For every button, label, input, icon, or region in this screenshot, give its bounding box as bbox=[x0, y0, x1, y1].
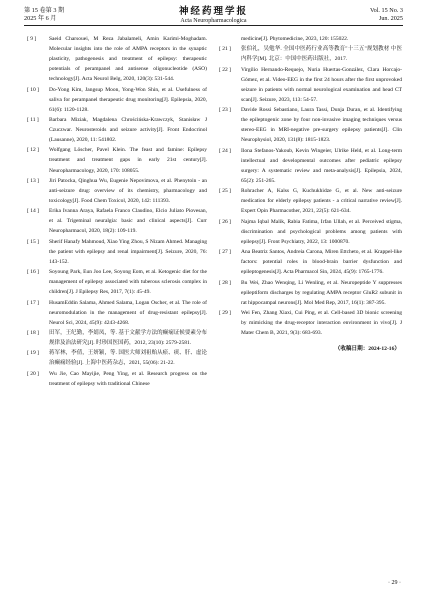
reference-number: [ 16 ] bbox=[27, 269, 39, 276]
reference-number: [ 25 ] bbox=[219, 188, 231, 195]
reference-text: Barbara Miziak, Magdalena Chrościńska-Krawczyk, Stanisław J Czuczwar. Neurosteroids and seizure activity[J]. Front Endocrinol (Lausanne), 2020, 11: 541802. bbox=[49, 116, 207, 144]
reference-number: [ 19 ] bbox=[27, 350, 39, 357]
header-rule bbox=[24, 25, 403, 26]
reference-number: [ 20 ] bbox=[27, 370, 39, 377]
reference-item bbox=[27, 237, 207, 267]
reference-text: Ana Beatriz Santos, Andreia Carona, Miren Ettcheto, et al. Krappel-like factors: potential roles in blood-brain barrier dysfunction and epileptogenesis[J]. Acta Pharmacol Sin, 2024, 45(9): 1765-1776. bbox=[241, 249, 402, 276]
reference-text: Sherif Hanafy Mahmoud, Xiao Ying Zhou, S Nizam Ahmed. Managing the patient with epilepsy and renal impairment[J]. Seizure, 2020, 76: 143-152. bbox=[49, 238, 207, 265]
reference-item bbox=[219, 308, 402, 338]
reference-text: 田军，王纪勤，李婧凤，等. 基于文献学方法的癫痫证候要素分布规律及治法研究[J]. 时珍国医国药，2012, 23(10): 2579-2581. bbox=[49, 330, 207, 347]
reference-continuation: medicine[J]. Phytomedicine, 2023, 120: 155022. bbox=[241, 36, 349, 42]
reference-text: Rohracher A, Kalss G, Kuchukhidze G, et al. New anti-seizure medication for elderly epilepsy patients - a critical narrative review[J]. Expert Opin Pharmacother, 2021, 22(5): 621-634. bbox=[241, 188, 402, 215]
reference-number: [ 28 ] bbox=[219, 279, 231, 286]
reference-text: Do-Yong Kim, Jangsup Moon, Yong-Won Shin, et al. Usefulness of saliva for perampanel therapeutic drug monitoring[J]. Epilepsia, 2020, 61(6): 1120-1128. bbox=[49, 86, 207, 113]
reference-column-right bbox=[219, 34, 402, 352]
volume-issue-en: Vol. 15 No. 3 bbox=[369, 7, 403, 14]
reference-number: [ 23 ] bbox=[219, 107, 231, 114]
reference-text: Jiri Patocka, Qinghua Wu, Eugenie Nepovimova, et al. Phenytoin - an anti-seizure drug: overview of its chemistry, pharmacology and toxicology[J]. Food Chem Toxicol, 2020, 142: 111393. bbox=[49, 177, 207, 204]
reference-item bbox=[27, 267, 207, 297]
reference-number: [ 9 ] bbox=[27, 36, 37, 42]
reference-number: [ 14 ] bbox=[27, 208, 39, 215]
reference-number: [ 27 ] bbox=[219, 249, 231, 256]
reference-item bbox=[219, 65, 402, 105]
date-cn: 2025 年 6 月 bbox=[24, 15, 57, 22]
page-header bbox=[24, 6, 403, 32]
reference-number: [ 26 ] bbox=[219, 218, 231, 225]
reference-item bbox=[27, 34, 207, 84]
reference-text: HusamEddin Salama, Ahmed Salama, Logan Oscher, et al. The role of neuromodulation in the management of drug-resistant epilepsy[J]. Neurol Sci, 2024, 45(9): 4243-4268. bbox=[49, 299, 207, 326]
reference-text: Najma Iqbal Malik, Rabia Fatima, Irfan Ullah, et al. Perceived stigma, discrimination and psychological problems among patients with epilepsy[J]. Front Psychiatry, 2022, 13: 1000870. bbox=[241, 218, 402, 245]
page-number: · 29 · bbox=[388, 580, 401, 586]
reference-column-left bbox=[27, 34, 207, 389]
reference-item bbox=[219, 146, 402, 186]
reference-item bbox=[27, 348, 207, 368]
reference-number: [ 13 ] bbox=[27, 177, 39, 184]
reference-text: Ilona Stefanos-Yakoub, Kevin Wingeier, Ulrike Held, et al. Long-term intellectual and developmental outcomes after pediatric epilepsy surgery: A systematic review and meta-analysis[J]. Epilepsia, 2024, 65(2): 251-265. bbox=[241, 147, 402, 184]
reference-item bbox=[27, 206, 207, 236]
reference-number: [ 17 ] bbox=[27, 299, 39, 306]
reference-number: [ 15 ] bbox=[27, 238, 39, 245]
reference-number: [ 10 ] bbox=[27, 86, 39, 93]
reference-text: Davide Rossi Sebastiano, Laura Tassi, Dunja Duran, et al. Identifying the epileptogenic zone by four non-invasive imaging techniques versus stereo-EEG in MRI-negative pre-surgery epilepsy patients[J]. Clin Neurophysiol, 2020, 131(8): 1815-1823. bbox=[241, 107, 402, 144]
received-date: （收稿日期：2024-12-16） bbox=[334, 346, 400, 353]
reference-number: [ 18 ] bbox=[27, 330, 39, 337]
reference-text: Wu Jie, Cao Mayijie, Peng Ying, et al. Research progress on the treatment of epilepsy with traditional Chinese bbox=[49, 370, 207, 387]
date-en: Jun. 2025 bbox=[378, 15, 403, 22]
reference-text: Wolfgang Löscher, Pavel Klein. The feast and famine: Epilepsy treatment and treatment gaps in early 21st century[J]. Neuropharmacology, 2020, 170: 108055. bbox=[49, 147, 207, 174]
reference-text: 蒋军林，李倩，王妍颖，等. 国医大师刘祖贻从瘀、痰、肝、虚论治癫痫经验[J]. 上海中医药杂志，2021, 55(06): 21-22. bbox=[49, 350, 207, 367]
reference-number: [ 12 ] bbox=[27, 147, 39, 154]
reference-item bbox=[27, 369, 207, 389]
volume-issue-cn: 第 15 卷第 3 期 bbox=[24, 7, 65, 14]
reference-text: Wei Fen, Zhang Xiaxi, Cui Ping, et al. Cell-based 3D bionic screening by mimicking the drug-receptor interaction environment in vivo[J]. J Mater Chem B, 2021, 9(3): 683-693. bbox=[241, 309, 402, 337]
reference-item bbox=[219, 44, 402, 64]
reference-text: Virgilio Hernando-Requejo, Nuria Huertas-González, Clara Horcajo-Gómez, et al. Video-EEG in the first 24 hours after the first unprovoked seizure in patients with normal neurological examination and head CT scan[J]. Seizure, 2023, 113: 54-57. bbox=[241, 66, 402, 103]
header-center bbox=[24, 6, 403, 25]
reference-item bbox=[219, 247, 402, 277]
reference-item bbox=[27, 85, 207, 115]
reference-number: [ 22 ] bbox=[219, 66, 231, 73]
header-right bbox=[370, 7, 403, 23]
reference-text: Saeid Charsouei, M Reza Jabalameli, Amin Karimi-Moghadam. Molecular insights into the role of AMPA receptors in the synaptic plasticity, pathogenesis and treatment of epilepsy: therapeutic potentials of perampanel and antisense oligonucleotide (ASO) technology[J]. Acta Neurol Belg, 2020, 120(3): 531-544. bbox=[49, 36, 207, 83]
reference-text: 张伯礼，吴勉华. 全国中医药行业高等教育"十三五"规划教材 中医内科学[M]. 北京：中国中医药出版社，2017. bbox=[241, 46, 402, 63]
reference-item bbox=[219, 186, 402, 216]
reference-number: [ 21 ] bbox=[219, 46, 231, 53]
reference-item bbox=[219, 278, 402, 308]
reference-number: [ 24 ] bbox=[219, 147, 231, 154]
reference-item bbox=[27, 298, 207, 328]
journal-title-en: Acta Neuropharmacologica bbox=[180, 18, 247, 24]
journal-title-cn: 神经药理学报 bbox=[178, 6, 248, 17]
reference-item bbox=[27, 328, 207, 348]
reference-list-right bbox=[219, 44, 402, 338]
reference-item bbox=[219, 217, 402, 247]
reference-text: Erika Ivanna Araya, Rafaela Franco Claudino, Elcio Juliato Piovesan, et al. Trigeminal neuralgia: basic and clinical aspects[J]. Curr Neuropharmacol, 2020, 18(2): 109-119. bbox=[49, 208, 207, 235]
reference-number: [ 11 ] bbox=[27, 116, 39, 123]
reference-item bbox=[27, 115, 207, 145]
reference-text: Bu Wei, Zhao Wenqing, Li Wenling, et al. Neuropeptide Y suppresses epileptiform discharges by regulating AMPA receptor GluR2 subunit in rat hippocampal neurons[J]. Mol Med Rep, 2017, 16(1): 387-395. bbox=[241, 279, 402, 306]
reference-item bbox=[219, 105, 402, 145]
reference-number: [ 29 ] bbox=[219, 309, 231, 316]
reference-item bbox=[27, 176, 207, 206]
reference-item bbox=[27, 145, 207, 175]
reference-text: Soyoung Park, Eun Joo Lee, Soyong Eom, et al. Ketogenic diet for the management of epilepsy associated with tuberous sclerosis complex in children[J]. J Epilepsy Res, 2017, 7(1): 45-49. bbox=[49, 269, 207, 296]
